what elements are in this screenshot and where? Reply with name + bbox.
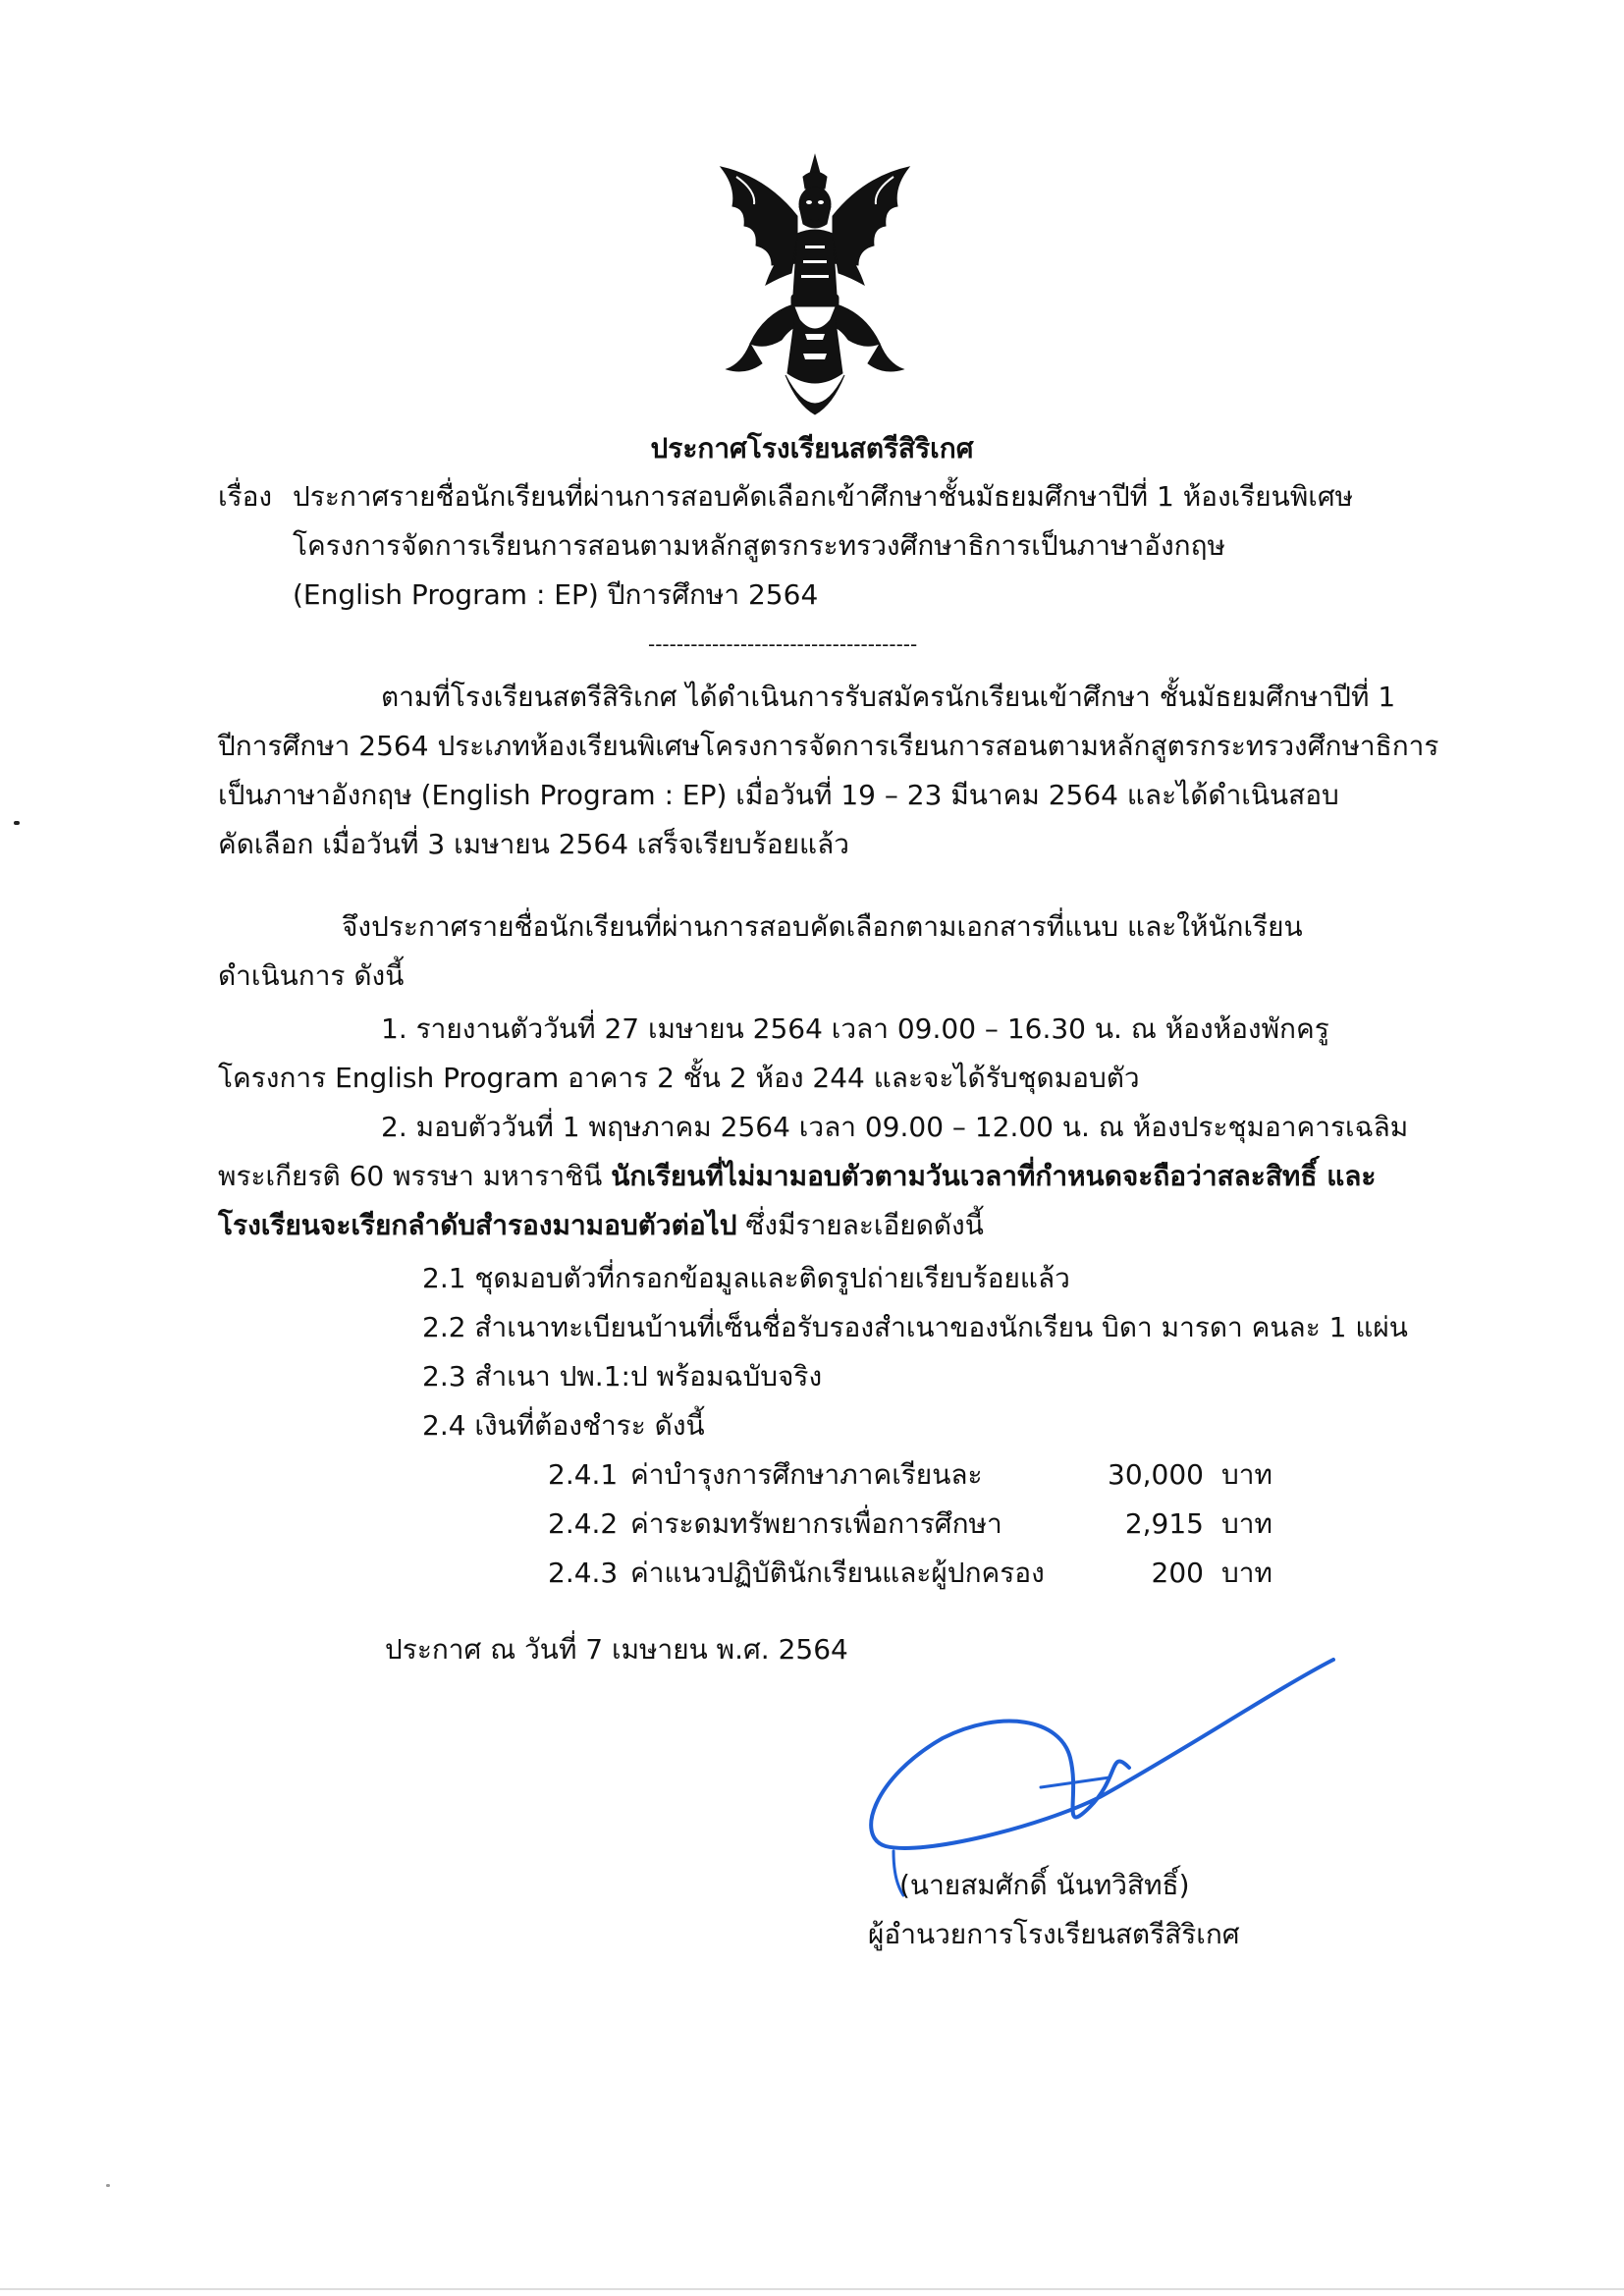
paragraph-1-line-3: เป็นภาษาอังกฤษ (English Program : EP) เมื่อวันที่ 19 – 23 มีนาคม 2564 และได้ดำเนินสอบ bbox=[218, 779, 1339, 811]
signatory-name: (นายสมศักดิ์ นันทวิสิทธิ์) bbox=[899, 1869, 1190, 1901]
header-divider: -------------------------------------- bbox=[648, 632, 918, 656]
fee-amount: 30,000 bbox=[1108, 1458, 1204, 1491]
signatory-position: ผู้อำนวยการโรงเรียนสตรีสิริเกศ bbox=[868, 1918, 1240, 1950]
fee-unit: บาท bbox=[1221, 1507, 1272, 1540]
announcement-date: ประกาศ ณ วันที่ 7 เมษายน พ.ศ. 2564 bbox=[385, 1633, 848, 1666]
fee-amount: 2,915 bbox=[1124, 1507, 1204, 1540]
item-2-line-2 bbox=[218, 1157, 1376, 1196]
item-2-line-3-text: ซึ่งมีรายละเอียดดังนี้ bbox=[736, 1209, 984, 1241]
item-2-line-1: 2. มอบตัววันที่ 1 พฤษภาคม 2564 เวลา 09.00 – 12.00 น. ณ ห้องประชุมอาคารเฉลิม bbox=[381, 1111, 1409, 1143]
sub-item-2-4: 2.4 เงินที่ต้องชำระ ดังนี้ bbox=[422, 1409, 705, 1442]
fee-amount: 200 bbox=[1151, 1557, 1204, 1589]
sub-item-2-1: 2.1 ชุดมอบตัวที่กรอกข้อมูลและติดรูปถ่ายเรียบร้อยแล้ว bbox=[422, 1262, 1070, 1294]
item-2-line-3 bbox=[218, 1206, 984, 1245]
item-2-line-2-text: พระเกียรติ 60 พรรษา มหาราชินี bbox=[218, 1160, 612, 1192]
paragraph-1-line-1: ตามที่โรงเรียนสตรีสิริเกศ ได้ดำเนินการรับสมัครนักเรียนเข้าศึกษา ชั้นมัธยมศึกษาปีที่ 1 bbox=[381, 681, 1396, 713]
paragraph-1-line-4: คัดเลือก เมื่อวันที่ 3 เมษายน 2564 เสร็จเรียบร้อยแล้ว bbox=[218, 828, 849, 860]
fee-label: ค่าแนวปฏิบัตินักเรียนและผู้ปกครอง bbox=[630, 1557, 1045, 1589]
fee-label: ค่าระดมทรัพยากรเพื่อการศึกษา bbox=[630, 1507, 1002, 1540]
item-1-line-1: 1. รายงานตัววันที่ 27 เมษายน 2564 เวลา 09.00 – 16.30 น. ณ ห้องห้องพักครู bbox=[381, 1012, 1329, 1045]
subject-line-1: ประกาศรายชื่อนักเรียนที่ผ่านการสอบคัดเลือกเข้าศึกษาชั้นมัธยมศึกษาปีที่ 1 ห้องเรียนพิเศษ bbox=[293, 480, 1354, 513]
subject-line-2: โครงการจัดการเรียนการสอนตามหลักสูตรกระทรวงศึกษาธิการเป็นภาษาอังกฤษ bbox=[293, 529, 1225, 562]
scan-speck bbox=[106, 2184, 110, 2187]
handwritten-signature bbox=[864, 1630, 1335, 1905]
fee-label: ค่าบำรุงการศึกษาภาคเรียนละ bbox=[630, 1458, 983, 1491]
announcement-title: ประกาศโรงเรียนสตรีสิริเกศ bbox=[650, 432, 974, 465]
subject-line-3: (English Program : EP) ปีการศึกษา 2564 bbox=[293, 578, 819, 611]
sub-item-2-2: 2.2 สำเนาทะเบียนบ้านที่เซ็นชื่อรับรองสำเนาของนักเรียน บิดา มารดา คนละ 1 แผ่น bbox=[422, 1311, 1408, 1343]
item-1-line-2: โครงการ English Program อาคาร 2 ชั้น 2 ห้อง 244 และจะได้รับชุดมอบตัว bbox=[218, 1062, 1140, 1094]
fee-code: 2.4.1 bbox=[548, 1458, 619, 1491]
fee-code: 2.4.3 bbox=[548, 1557, 619, 1589]
scan-edge bbox=[0, 2288, 1624, 2290]
paragraph-1-line-2: ปีการศึกษา 2564 ประเภทห้องเรียนพิเศษโครงการจัดการเรียนการสอนตามหลักสูตรกระทรวงศึกษาธิการ bbox=[218, 730, 1439, 762]
sub-item-2-3: 2.3 สำเนา ปพ.1:ป พร้อมฉบับจริง bbox=[422, 1360, 823, 1393]
paragraph-2-line-1: จึงประกาศรายชื่อนักเรียนที่ผ่านการสอบคัดเลือกตามเอกสารที่แนบ และให้นักเรียน bbox=[342, 910, 1303, 943]
garuda-emblem-icon bbox=[707, 147, 923, 432]
subject-label: เรื่อง bbox=[218, 480, 273, 513]
item-2-forfeit-notice: นักเรียนที่ไม่มามอบตัวตามวันเวลาที่กำหนดจะถือว่าสละสิทธิ์ และ bbox=[611, 1160, 1377, 1192]
fee-unit: บาท bbox=[1221, 1557, 1272, 1589]
item-2-reserve-notice: โรงเรียนจะเรียกลำดับสำรองมามอบตัวต่อไป bbox=[218, 1209, 737, 1241]
fee-code: 2.4.2 bbox=[548, 1507, 619, 1540]
fee-unit: บาท bbox=[1221, 1458, 1272, 1491]
scan-speck bbox=[14, 821, 20, 825]
paragraph-2-line-2: ดำเนินการ ดังนี้ bbox=[218, 959, 405, 992]
